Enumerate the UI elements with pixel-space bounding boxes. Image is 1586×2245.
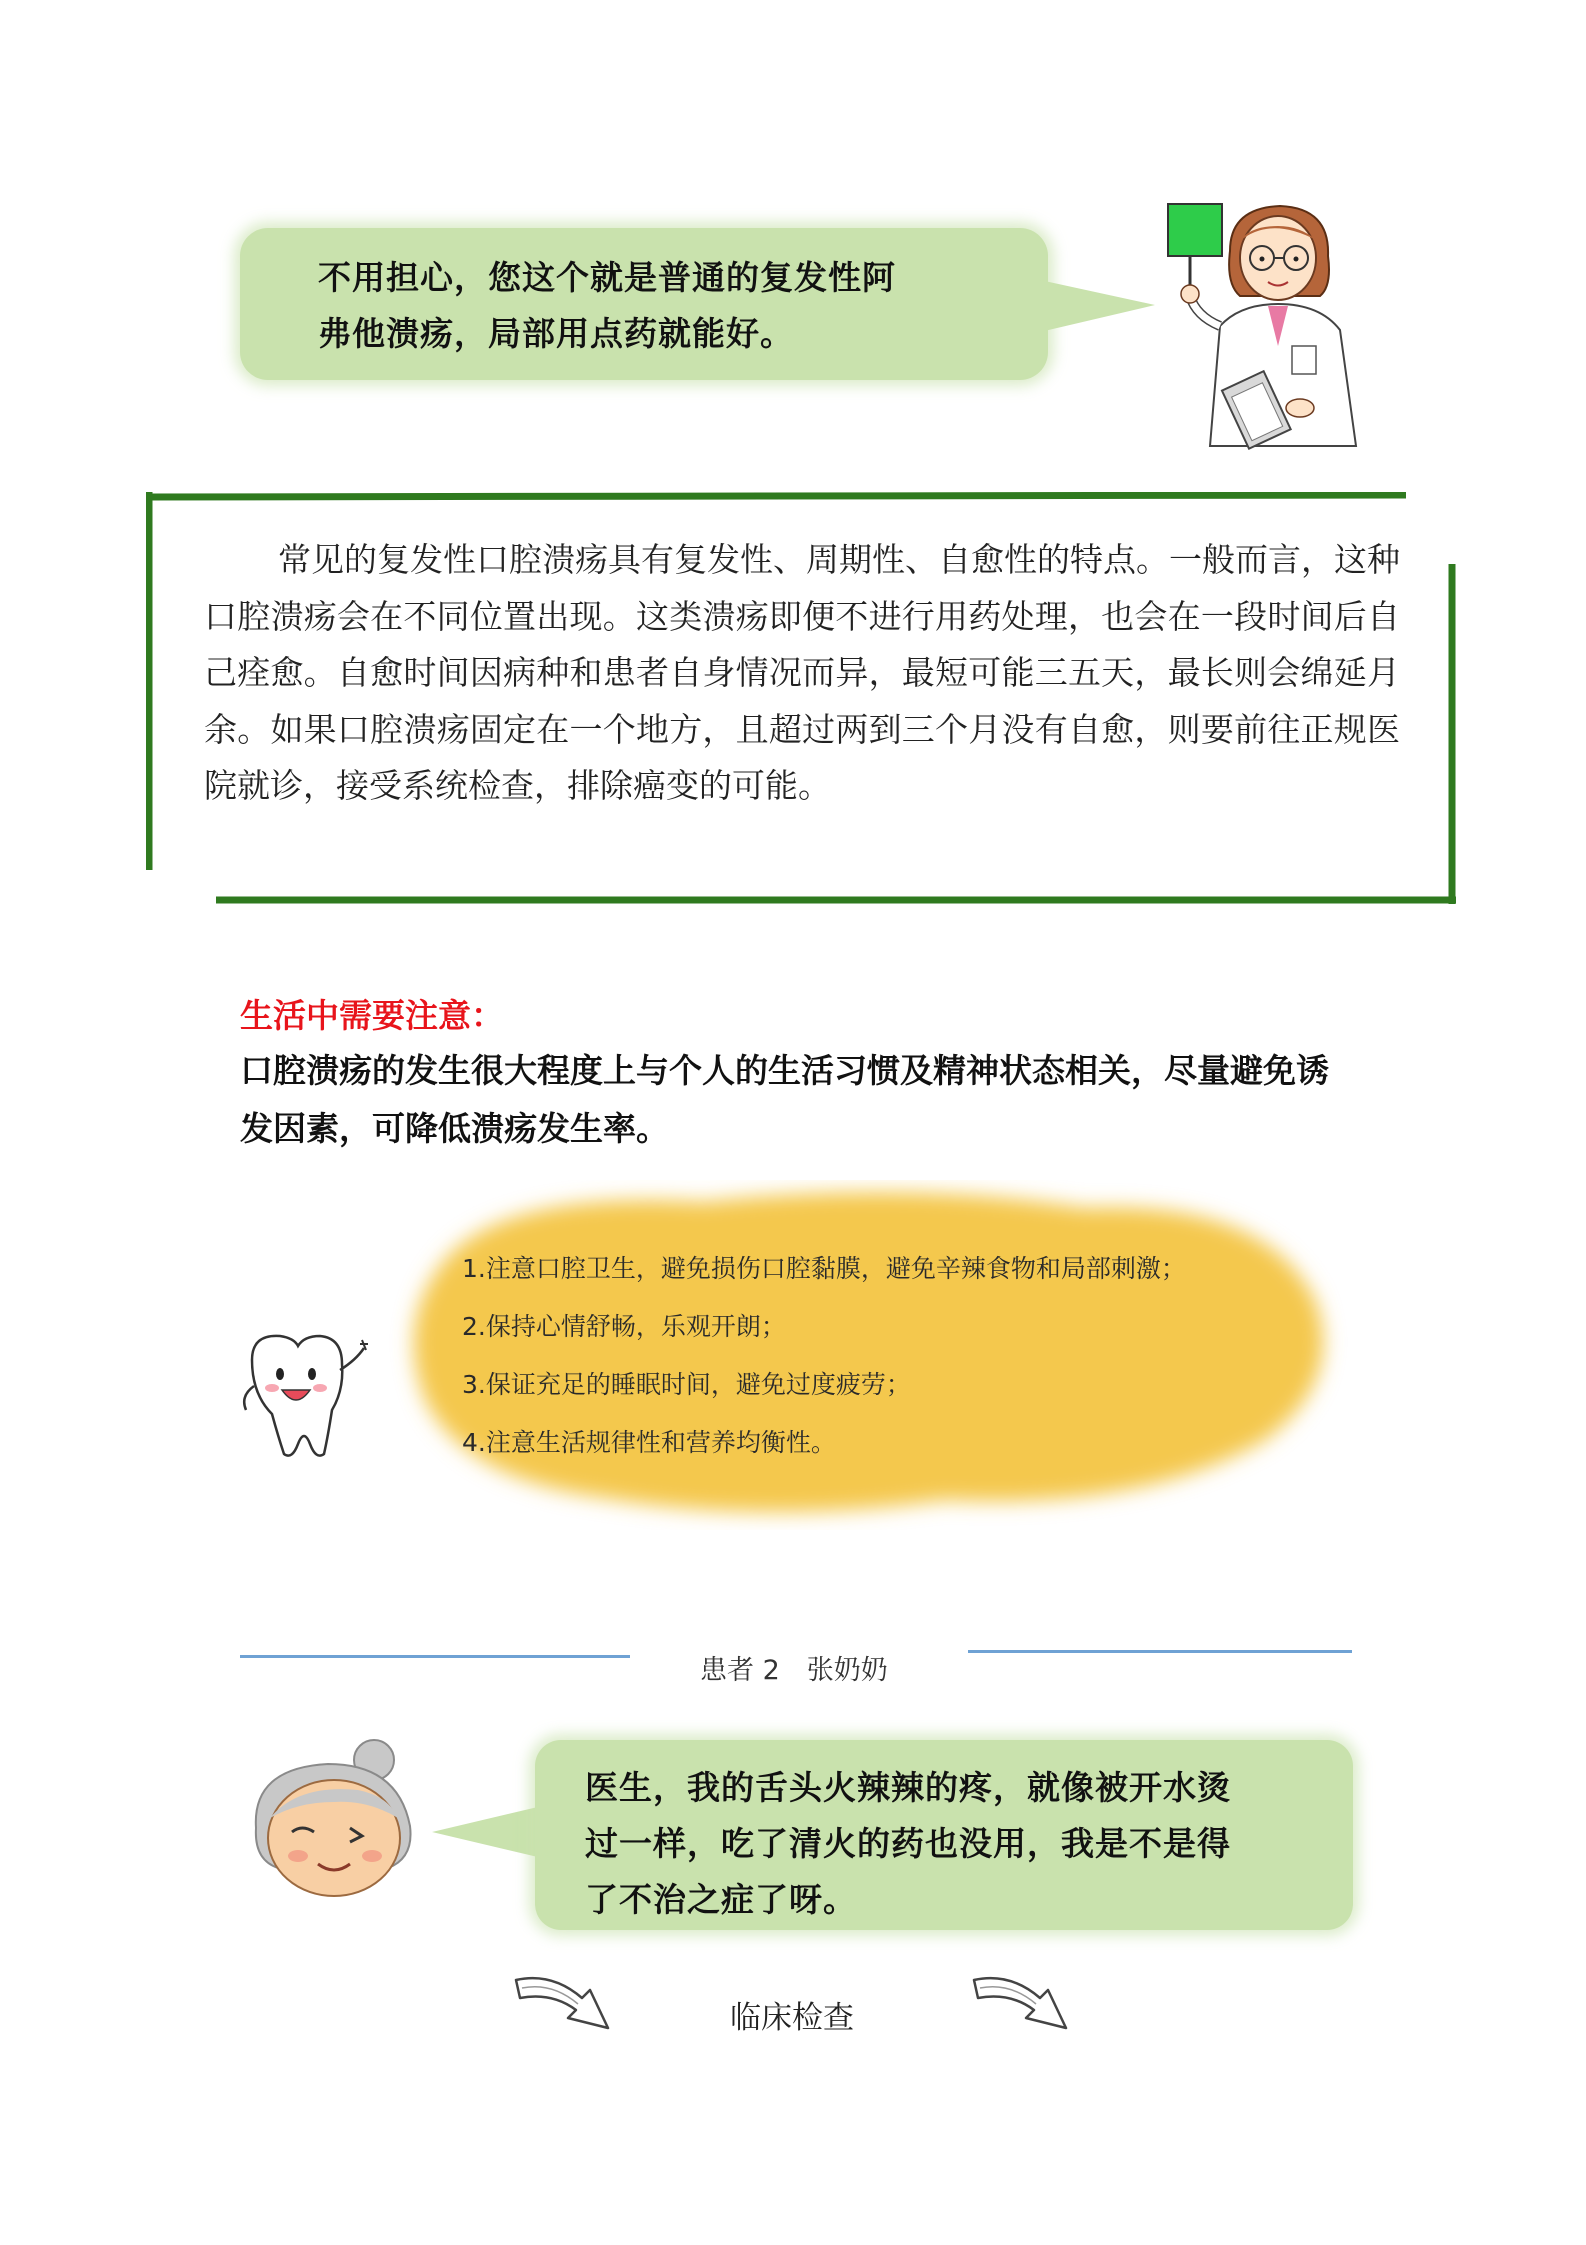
info-box-text: 常见的复发性口腔溃疡具有复发性、周期性、自愈性的特点。一般而言，这种口腔溃疡会在不同位置出现。这类溃疡即便不进行用药处理，也会在一段时间后自己痊愈。自愈时间因病种和患者自身情况而异，最短可能三五天，最长则会绵延月余。如果口腔溃疡固定在一个地方，且超过两到三个月没有自愈，则要前往正规医院就诊，接受系统检查，排除癌变的可能。 xyxy=(204,540,1400,805)
grandma-avatar xyxy=(238,1738,438,1904)
doctor-speech-text xyxy=(318,250,1018,362)
grandma-speech-line: 过一样，吃了清火的药也没用，我是不是得 xyxy=(585,1824,1231,1863)
divider-left xyxy=(240,1655,630,1658)
tip-item: 3.保证充足的睡眠时间，避免过度疲劳； xyxy=(462,1370,911,1399)
grandma-speech-line: 医生，我的舌头火辣辣的疼，就像被开水烫 xyxy=(585,1768,1231,1807)
patient-label: 患者 2 张奶奶 xyxy=(700,1655,888,1686)
curved-arrow-icon xyxy=(970,1968,1080,2036)
doctor-illustration xyxy=(1150,196,1370,468)
doctor-speech-line: 弗他溃疡，局部用点药就能好。 xyxy=(318,314,794,353)
tip-item: 2.保持心情舒畅，乐观开朗； xyxy=(462,1312,786,1341)
grandma-speech-line: 了不治之症了呀。 xyxy=(585,1880,857,1919)
doctor-speech-bubble xyxy=(240,228,1048,380)
doctor-speech-line: 不用担心，您这个就是普通的复发性阿 xyxy=(318,258,896,297)
bubble-tail-icon xyxy=(432,1800,542,1860)
bubble-tail-icon xyxy=(1040,270,1160,340)
grandma-speech-text xyxy=(585,1760,1325,1928)
notice-body: 口腔溃疡的发生很大程度上与个人的生活习惯及精神状态相关，尽量避免诱发因素，可降低溃疡发生率。 xyxy=(240,1051,1329,1148)
divider-right xyxy=(968,1650,1352,1653)
tip-item: 1.注意口腔卫生，避免损伤口腔黏膜，避免辛辣食物和局部刺激； xyxy=(462,1254,1186,1283)
tips-list xyxy=(462,1240,1342,1472)
grandma-speech-bubble xyxy=(535,1740,1353,1930)
exam-label: 临床检查 xyxy=(730,2000,854,2036)
curved-arrow-icon xyxy=(512,1968,622,2036)
tip-item: 4.注意生活规律性和营养均衡性。 xyxy=(462,1428,836,1457)
notice-title: 生活中需要注意： xyxy=(240,996,504,1035)
tooth-mascot-icon xyxy=(232,1330,372,1462)
